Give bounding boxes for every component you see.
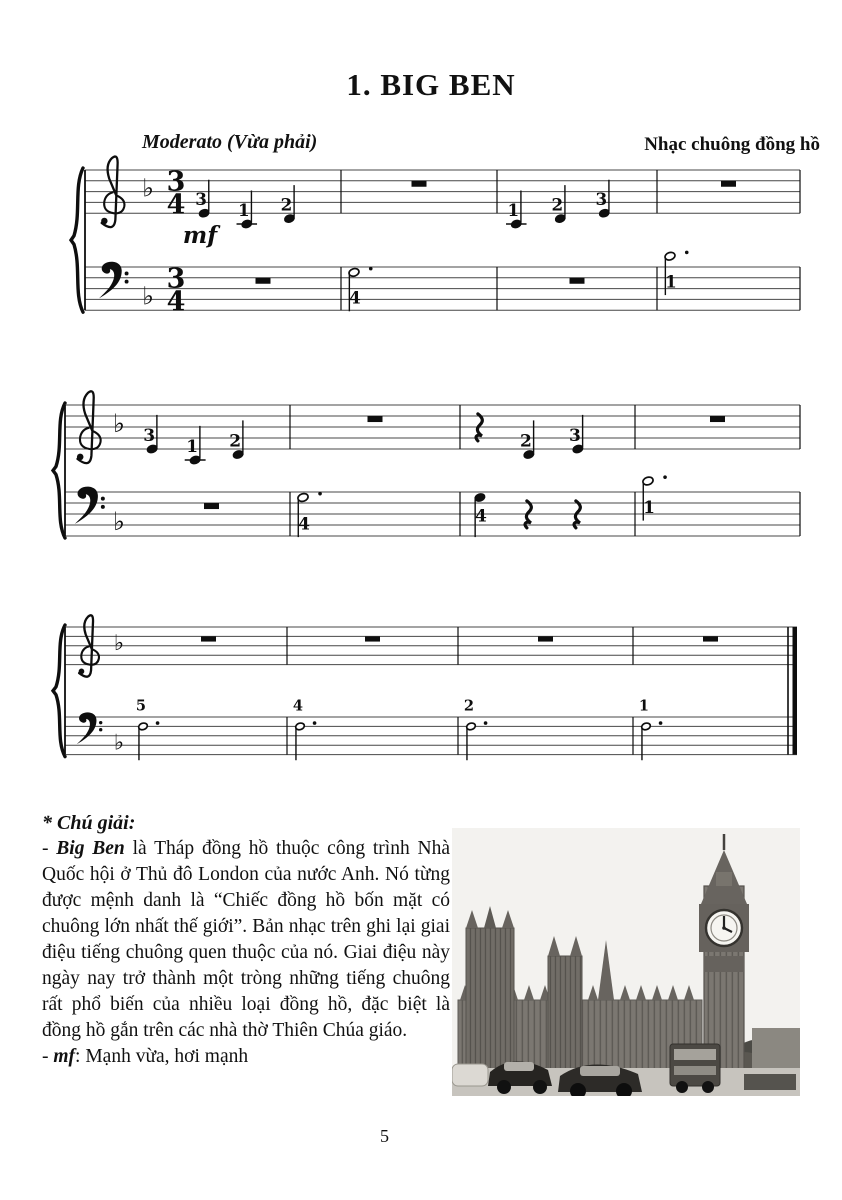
car-1-windows	[504, 1062, 534, 1071]
svg-text:2: 2	[519, 431, 532, 452]
footnote-dash: -	[42, 838, 57, 859]
svg-text:3: 3	[166, 166, 186, 198]
clock-hub	[722, 926, 726, 930]
svg-text:3: 3	[166, 263, 186, 295]
svg-text:3: 3	[568, 426, 581, 446]
svg-text:1: 1	[237, 200, 250, 220]
page-number: 5	[380, 1126, 389, 1146]
svg-text:4: 4	[474, 506, 487, 527]
bus-lower-windows	[674, 1066, 716, 1075]
tempo-marking: Moderato (Vừa phải)	[142, 131, 318, 153]
car-1-wheel	[497, 1080, 511, 1094]
svg-text:1: 1	[665, 271, 677, 292]
svg-text:1: 1	[507, 200, 520, 220]
footnote-block	[42, 810, 450, 1070]
footnote-text: là Tháp đồng hồ thuộc công trình Nhà Quốc hội ở Thủ đô London của nước Anh. Nó từng được mệnh danh là “Chiếc đồng hồ bốn mặt có chuông lớn nhất thế giới”. Bản nhạc trên ghi lại giai điệu tiếng chuông quen thuộc của nó. Giai điệu này ngày nay trở thành một tròng những tiếng chuông rất phổ biến của nhiều loại đồng hồ, đặc biệt là đồng hồ gắn trên các nhà thờ Thiên Chúa giáo.	[42, 838, 450, 1041]
white-van	[452, 1064, 488, 1086]
svg-text:3: 3	[195, 189, 207, 210]
svg-text:♭: ♭	[142, 173, 154, 203]
footnote-term-bigben: Big Ben	[56, 838, 125, 859]
foreground-crowd	[744, 1074, 796, 1090]
svg-text:4: 4	[298, 514, 310, 535]
svg-text:2: 2	[280, 194, 293, 215]
footnote-mf-line	[42, 1044, 450, 1070]
svg-text:mf: mf	[182, 222, 218, 249]
svg-text:4: 4	[166, 286, 186, 318]
svg-text:1: 1	[638, 697, 650, 715]
svg-text:1: 1	[186, 437, 199, 457]
subtitle-right: Nhạc chuông đồng hồ	[644, 134, 820, 155]
bus-upper-windows	[674, 1049, 716, 1060]
footnote-body	[42, 836, 450, 1044]
page-title: 1. BIG BEN	[346, 66, 516, 102]
victoria-tower	[466, 928, 514, 1076]
spire-lantern	[716, 872, 732, 886]
svg-text:5: 5	[135, 697, 147, 715]
svg-text:2: 2	[551, 194, 564, 215]
mf-explanation: : Mạnh vừa, hơi mạnh	[75, 1046, 249, 1067]
mf-term: mf	[53, 1046, 76, 1067]
svg-text:2: 2	[229, 431, 242, 452]
svg-text:♭: ♭	[113, 730, 125, 756]
footnote-heading: * Chú giải:	[42, 812, 136, 834]
big-ben-photo	[452, 828, 800, 1096]
svg-text:♭: ♭	[113, 631, 125, 657]
svg-text:3: 3	[595, 189, 608, 210]
big-ben-photo-svg	[452, 828, 800, 1096]
svg-text:2: 2	[463, 697, 475, 715]
central-tower	[548, 956, 582, 1076]
svg-text:♭: ♭	[142, 281, 154, 311]
mf-dash: -	[42, 1046, 54, 1067]
svg-text:4: 4	[166, 189, 186, 221]
car-2-windows	[580, 1066, 620, 1076]
svg-text:1: 1	[643, 497, 655, 518]
bus-wheel-2	[702, 1081, 714, 1093]
svg-text:4: 4	[349, 287, 361, 308]
svg-text:3: 3	[143, 426, 156, 446]
car-1-wheel-2	[533, 1080, 547, 1094]
bus-wheel	[676, 1081, 688, 1093]
svg-text:4: 4	[292, 697, 304, 715]
svg-text:♭: ♭	[113, 506, 125, 536]
svg-text:♭: ♭	[113, 408, 125, 438]
belfry-band	[704, 956, 744, 972]
